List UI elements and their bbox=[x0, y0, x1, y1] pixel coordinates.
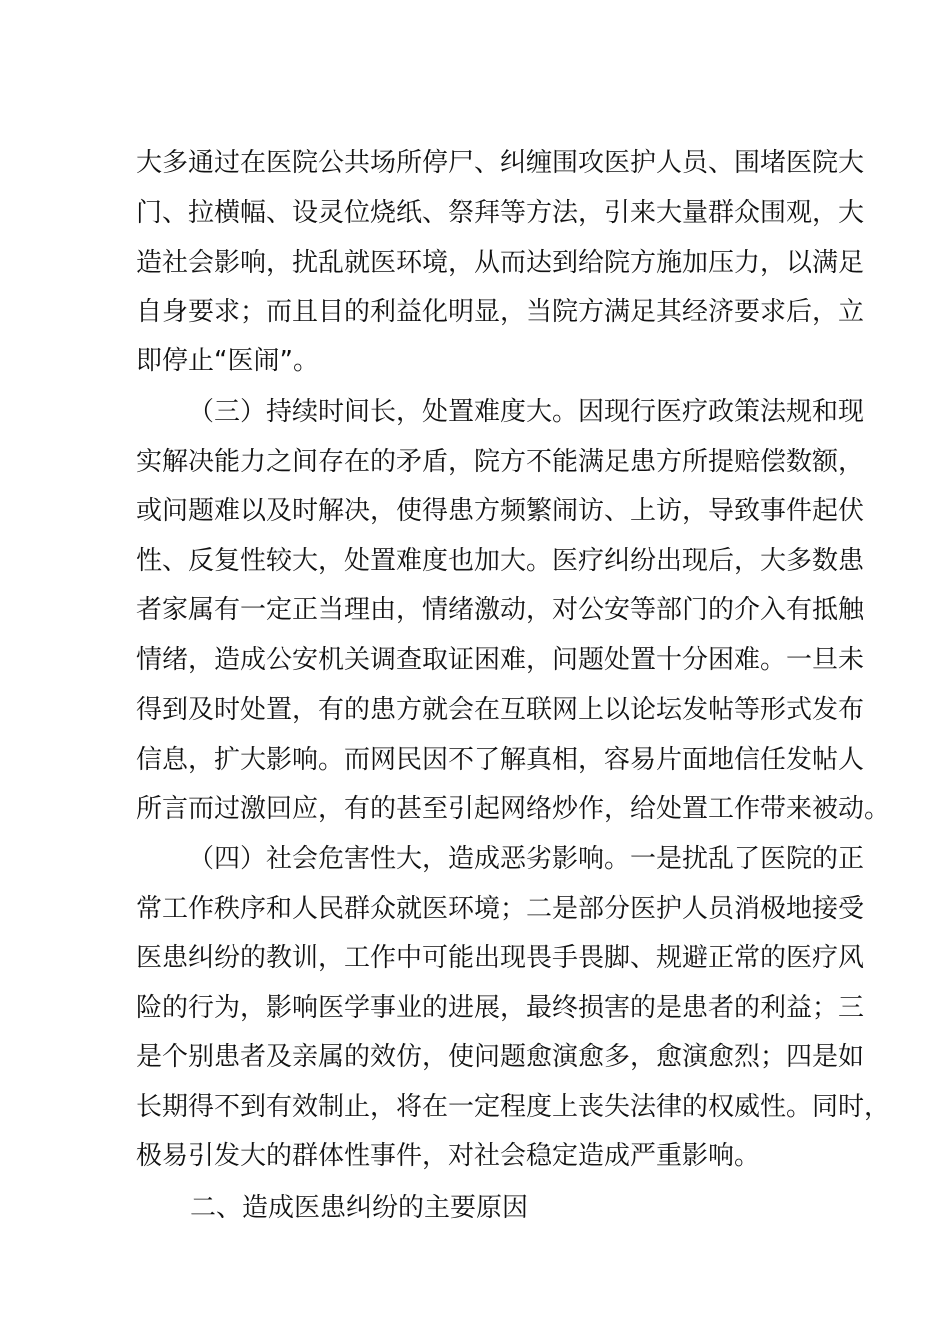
text-line: 得到及时处置，有的患方就会在互联网上以论坛发帖等形式发布 bbox=[136, 695, 865, 725]
text-line: 性、反复性较大，处置难度也加大。医疗纠纷出现后，大多数患 bbox=[136, 546, 865, 576]
text-line: 即停止“医闹”。 bbox=[136, 346, 319, 376]
text-line: 情绪，造成公安机关调查取证困难，问题处置十分困难。一旦未 bbox=[136, 645, 865, 675]
text-line: 门、拉横幅、设灵位烧纸、祭拜等方法，引来大量群众围观，大 bbox=[136, 198, 865, 228]
text-line: 大多通过在医院公共场所停尸、纠缠围攻医护人员、围堵医院大 bbox=[136, 148, 865, 178]
section-heading: 二、造成医患纠纷的主要原因 bbox=[190, 1193, 529, 1223]
text-line: 者家属有一定正当理由，情绪激动，对公安等部门的介入有抵触 bbox=[136, 595, 865, 625]
paragraph-first-line: （四）社会危害性大，造成恶劣影响。一是扰乱了医院的正 bbox=[188, 844, 865, 874]
text-line: 极易引发大的群体性事件，对社会稳定造成严重影响。 bbox=[136, 1141, 761, 1171]
text-line: 长期得不到有效制止，将在一定程度上丧失法律的权威性。同时， bbox=[136, 1092, 891, 1122]
text-line: 实解决能力之间存在的矛盾，院方不能满足患方所提赔偿数额， bbox=[136, 447, 865, 477]
paragraph-first-line: （三）持续时间长，处置难度大。因现行医疗政策法规和现 bbox=[188, 397, 865, 427]
text-line: 所言而过激回应，有的甚至引起网络炒作，给处置工作带来被动。 bbox=[136, 794, 891, 824]
text-line: 信息，扩大影响。而网民因不了解真相，容易片面地信任发帖人 bbox=[136, 745, 865, 775]
text-line: 或问题难以及时解决，使得患方频繁闹访、上访，导致事件起伏 bbox=[136, 496, 865, 526]
text-line: 医患纠纷的教训，工作中可能出现畏手畏脚、规避正常的医疗风 bbox=[136, 943, 865, 973]
text-line: 自身要求；而且目的利益化明显，当院方满足其经济要求后，立 bbox=[136, 297, 865, 327]
text-line: 常工作秩序和人民群众就医环境；二是部分医护人员消极地接受 bbox=[136, 894, 865, 924]
text-line: 是个别患者及亲属的效仿，使问题愈演愈多，愈演愈烈；四是如 bbox=[136, 1042, 865, 1072]
text-line: 险的行为，影响医学事业的进展，最终损害的是患者的利益；三 bbox=[136, 993, 865, 1023]
text-line: 造社会影响，扰乱就医环境，从而达到给院方施加压力，以满足 bbox=[136, 248, 865, 278]
